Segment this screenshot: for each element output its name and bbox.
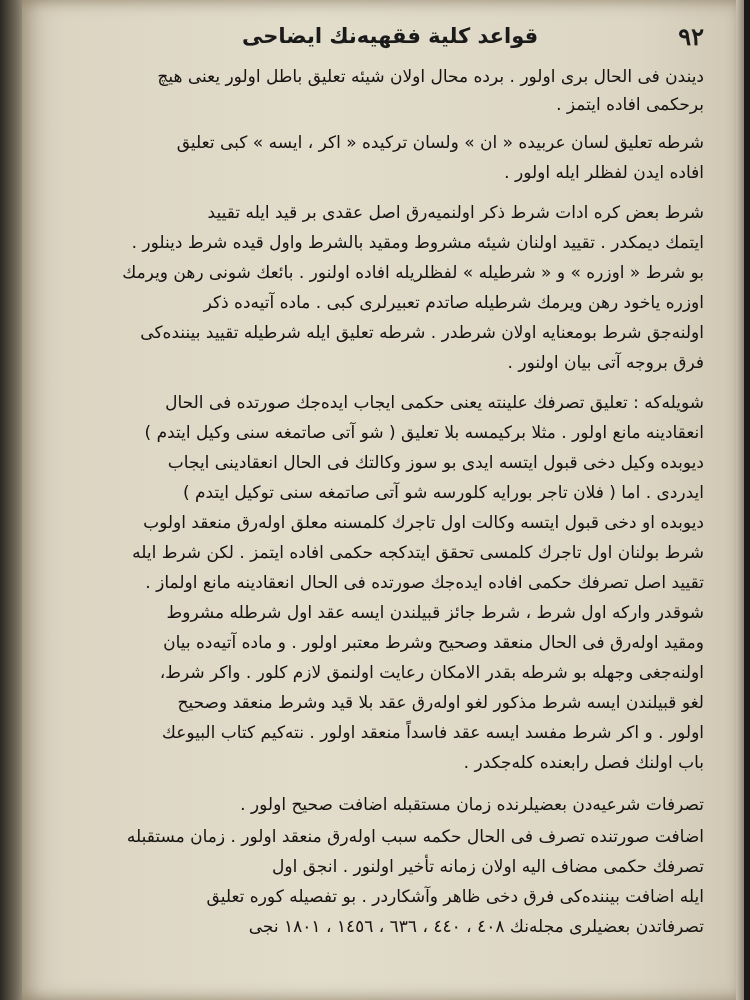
text-line: تصرفك حكمى مضاف اليه اولان زمانه تأخير اولنور . انجق اول <box>272 857 704 877</box>
text-line: تصرفات شرعيه‌دن بعضيلرنده زمان مستقبله اضافت صحيح اولور . <box>240 795 704 815</box>
text-line: اولور . و اكر شرط مفسد ايسه عقد فاسداً منعقد اولور . نته‌كيم كتاب البيوعك <box>161 723 704 743</box>
text-line: فرق بروجه آتى بيان اولنور . <box>507 353 704 373</box>
text-line: برحكمى افاده ايتمز . <box>556 95 704 115</box>
text-line: ايدردى . اما ( فلان تاجر بورايه كلورسه شو آتى صاتمغه سنى توكيل ايتدم ) <box>182 483 704 503</box>
page-edge <box>736 0 744 1000</box>
book-page <box>22 0 744 1000</box>
text-line: افاده ايدن لفظلر ايله اولور . <box>504 163 704 183</box>
text-line: اولنه‌جغى وجهله بو شرطه بقدر الامكان رعايت اولنمق لازم كلور . واكر شرط، <box>159 663 704 683</box>
text-line: شرط بعض كره ادات شرط ذكر اولنميه‌رق اصل عقدى بر قيد ايله تقييد <box>207 203 704 223</box>
running-title: قواعد كلية فقهيه‌نك ايضاحى <box>242 24 539 48</box>
text-line: اضافت صورتنده تصرف فى الحال حكمه سبب اوله‌رق منعقد اولور . زمان مستقبله <box>126 827 704 847</box>
text-line: شرط بولنان اول تاجرك كلمسى تحقق ايتدكجه حكمى افاده ايتمز . لكن شرط ايله <box>132 543 704 563</box>
text-line: انعقادينه مانع اولور . مثلا بركيمسه بلا تعليق ( شو آتى صاتمغه سنى وكيل ايتدم ) <box>144 423 704 443</box>
text-line: ايتمك ديمكدر . تقييد اولنان شيئه مشروط ومقيد بالشرط واول قيده شرط دينلور . <box>131 233 704 253</box>
text-line: شرطه تعليق لسان عربيده « ان » ولسان تركيده « اكر ، ايسه » كبى تعليق <box>176 133 704 153</box>
text-line: ومقيد اوله‌رق فى الحال منعقد وصحيح وشرط معتبر اولور . و ماده آتيه‌ده بيان <box>163 633 704 653</box>
page-header <box>82 22 704 56</box>
text-line: ديندن فى الحال برى اولور . برده محال اولان شيئه تعليق باطل اولور يعنى هيچ <box>157 67 704 87</box>
text-line: تصرفاتدن بعضيلرى مجله‌نك ٤٠٨ ، ٤٤٠ ، ٦٣٦ ، ١٤٥٦ ، ١٨٠١ نجى <box>248 917 704 937</box>
text-line: لغو قبيلندن ايسه شرط مذكور لغو اوله‌رق عقد بلا قيد وشرط منعقد وصحيح <box>177 693 704 713</box>
text-line: شويله‌كه : تعليق تصرفك علينته يعنى حكمى ايجاب ايده‌جك صورتده فى الحال <box>165 393 704 413</box>
text-line: شوقدر واركه اول شرط ، شرط جائز قبيلندن ايسه عقد اول شرطله مشروط <box>166 603 704 623</box>
text-line: ديوبده او دخى قبول ايتسه وكالت اول تاجرك كلمسنه معلق اوله‌رق منعقد اولوب <box>143 513 704 533</box>
text-line: بو شرط « اوزره » و « شرطيله » لفظلريله افاده اولنور . بائعك شونى رهن ويرمك <box>122 263 704 283</box>
text-line: باب اولنك فصل رابعنده كله‌جكدر . <box>463 753 704 773</box>
text-line: ايله اضافت بيننده‌كى فرق دخى ظاهر وآشكاردر . بو تفصيله كوره تعليق <box>206 887 704 907</box>
text-line: اوزره ياخود رهن ويرمك شرطيله صاتدم تعبيرلرى كبى . ماده آتيه‌ده ذكر <box>203 293 704 313</box>
text-line: اولنه‌جق شرط بومعنايه اولان شرطدر . شرطه تعليق ايله شرطيله تقييد بيننده‌كى <box>140 323 704 343</box>
text-line: تقييد اصل تصرفك حكمى افاده ايده‌جك صورتده فى الحال انعقادينه مانع اولماز . <box>145 573 704 593</box>
text-line: ديوبده وكيل دخى قبول ايتسه ايدى بو سوز وكالتك فى الحال انعقادينى ايجاب <box>167 453 704 473</box>
page-number: ٩٢ <box>678 22 704 51</box>
